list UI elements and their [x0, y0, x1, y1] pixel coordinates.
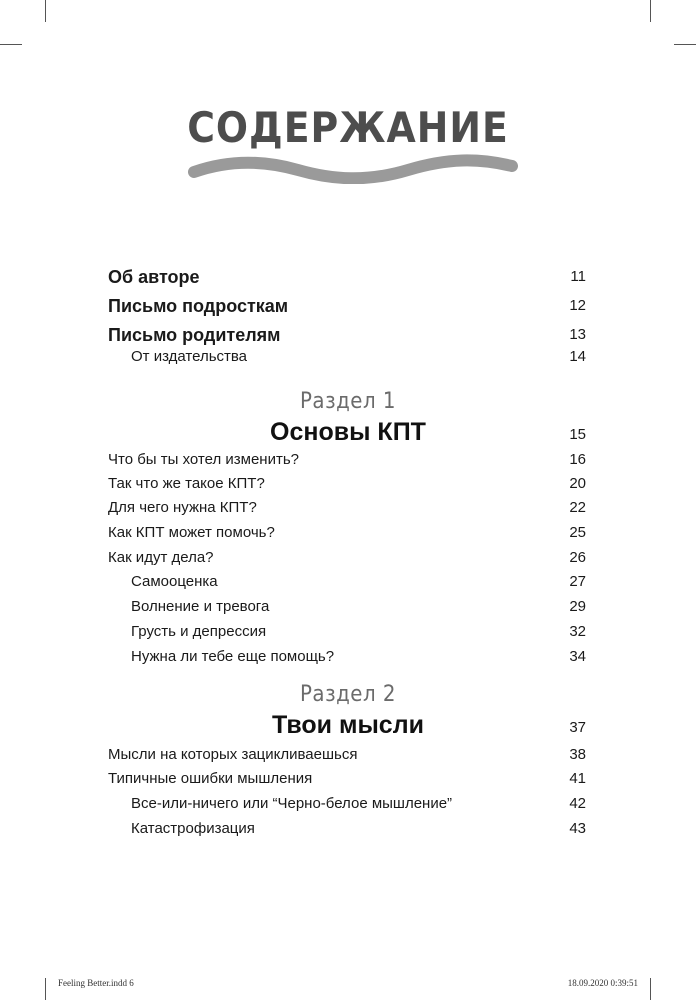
toc-entry-page: 38	[569, 746, 586, 763]
section-2-title[interactable]: Твои мысли	[272, 711, 424, 739]
toc-entry[interactable]	[108, 744, 586, 766]
toc-entry-page: 26	[569, 549, 586, 566]
toc-entry-page: 16	[569, 451, 586, 468]
toc-entry[interactable]	[108, 449, 586, 471]
footer-timestamp: 18.09.2020 0:39:51	[567, 978, 638, 988]
toc-entry[interactable]	[108, 596, 586, 618]
toc-entry-page: 34	[569, 648, 586, 665]
toc-entry-label: От издательства	[131, 348, 248, 365]
footer-file-name: Feeling Better.indd 6	[58, 978, 134, 988]
toc-entry-label: Волнение и тревога	[131, 598, 270, 615]
toc-entry-publisher[interactable]	[108, 346, 586, 368]
crop-mark	[674, 44, 696, 45]
toc-entry-page: 29	[569, 598, 586, 615]
toc-entry[interactable]	[108, 818, 586, 840]
section-1-page: 15	[569, 426, 586, 443]
toc-entry-page: 32	[569, 623, 586, 640]
toc-entry-label: Об авторе	[108, 267, 200, 287]
toc-entry-page: 27	[569, 573, 586, 590]
toc-entry-label: Письмо родителям	[108, 325, 281, 345]
toc-entry[interactable]	[108, 793, 586, 815]
crop-mark	[45, 978, 46, 1000]
toc-entry-page: 41	[569, 770, 586, 787]
toc-entry-about-author[interactable]	[108, 266, 586, 288]
toc-entry-label: Катастрофизация	[131, 820, 255, 837]
toc-entry-label: Типичные ошибки мышления	[108, 770, 313, 787]
page-title: СОДЕРЖАНИЕ	[187, 103, 509, 152]
toc-entry-page: 42	[569, 795, 586, 812]
toc-entry-letter-parents[interactable]	[108, 324, 586, 346]
toc-entry-label: Нужна ли тебе еще помощь?	[131, 648, 335, 665]
section-1-label: Раздел 1	[300, 389, 396, 414]
section-2-label: Раздел 2	[300, 682, 396, 707]
toc-entry[interactable]	[108, 768, 586, 790]
toc-entry-label: Грусть и депрессия	[131, 623, 267, 640]
toc-entry-label: Мысли на которых зацикливаешься	[108, 746, 358, 763]
toc-entry-label: Так что же такое КПТ?	[108, 475, 265, 492]
toc-entry[interactable]	[108, 646, 586, 668]
toc-entry-page: 43	[569, 820, 586, 837]
toc-entry-label: Как идут дела?	[108, 549, 214, 566]
crop-mark	[650, 978, 651, 1000]
toc-entry-label: Для чего нужна КПТ?	[108, 499, 257, 516]
toc-entry-page: 14	[569, 348, 586, 365]
toc-entry[interactable]	[108, 473, 586, 495]
toc-entry[interactable]	[108, 547, 586, 569]
toc-entry-page: 20	[569, 475, 586, 492]
toc-entry-page: 13	[569, 326, 586, 343]
crop-mark	[0, 44, 22, 45]
toc-entry-label: Что бы ты хотел изменить?	[108, 451, 299, 468]
toc-entry-page: 22	[569, 499, 586, 516]
toc-entry[interactable]	[108, 522, 586, 544]
section-2-page: 37	[569, 719, 586, 736]
toc-entry[interactable]	[108, 571, 586, 593]
toc-entry-page: 25	[569, 524, 586, 541]
crop-mark	[45, 0, 46, 22]
toc-entry-label: Письмо подросткам	[108, 296, 289, 316]
toc-entry-label: Как КПТ может помочь?	[108, 524, 275, 541]
toc-entry[interactable]	[108, 497, 586, 519]
toc-entry-letter-teens[interactable]	[108, 295, 586, 317]
crop-mark	[650, 0, 651, 22]
toc-entry-label: Самооценка	[131, 573, 218, 590]
toc-entry-page: 11	[570, 268, 586, 285]
toc-entry-label: Все-или-ничего или “Черно-белое мышление”	[131, 795, 453, 812]
section-1-title[interactable]: Основы КПТ	[270, 418, 426, 446]
toc-entry-page: 12	[569, 297, 586, 314]
title-underline-wave	[188, 152, 518, 184]
toc-entry[interactable]	[108, 621, 586, 643]
